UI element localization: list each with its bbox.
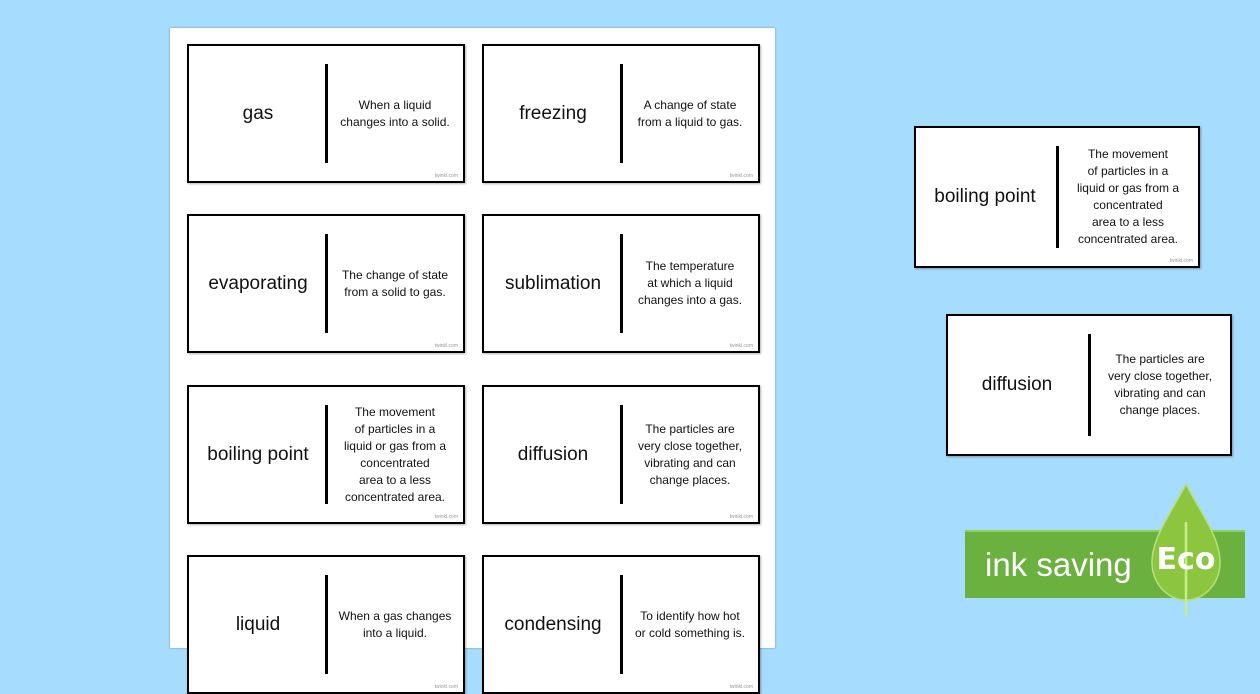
card-term: boiling point bbox=[207, 443, 309, 465]
domino-card bbox=[187, 555, 465, 694]
domino-card bbox=[187, 44, 465, 183]
card-watermark: twinkl.com bbox=[729, 343, 753, 349]
card-term: freezing bbox=[519, 102, 587, 124]
card-watermark: twinkl.com bbox=[434, 684, 458, 690]
domino-card bbox=[187, 214, 465, 353]
card-divider bbox=[325, 575, 328, 674]
card-term: sublimation bbox=[504, 272, 602, 294]
card-divider bbox=[1088, 334, 1091, 436]
card-definition: When a gas changes into a liquid. bbox=[338, 608, 452, 640]
card-term: evaporating bbox=[208, 272, 308, 294]
card-definition: The movement of particles in a liquid or gas from a concentrated area to a less concentrated area. bbox=[1076, 147, 1180, 246]
card-watermark: twinkl.com bbox=[729, 173, 753, 179]
card-watermark: twinkl.com bbox=[729, 514, 753, 520]
domino-card bbox=[482, 44, 760, 183]
card-divider bbox=[1056, 146, 1059, 248]
card-definition: The movement of particles in a liquid or gas from a concentrated area to a less concentrated area. bbox=[343, 404, 447, 504]
card-divider bbox=[620, 64, 623, 163]
card-definition: To identify how hot or cold something is. bbox=[634, 608, 746, 640]
card-term: gas bbox=[242, 102, 274, 124]
eco-label: Eco bbox=[1156, 542, 1216, 577]
loose-domino-card bbox=[946, 314, 1232, 456]
card-definition: The particles are very close together, vibrating and can change places. bbox=[1107, 352, 1213, 417]
card-watermark: twinkl.com bbox=[729, 684, 753, 690]
card-watermark: twinkl.com bbox=[434, 514, 458, 520]
card-definition: A change of state from a liquid to gas. bbox=[637, 97, 743, 129]
card-term: diffusion bbox=[517, 443, 589, 465]
card-definition: The particles are very close together, vibrating and can change places. bbox=[637, 421, 743, 487]
domino-card bbox=[482, 214, 760, 353]
domino-card bbox=[482, 555, 760, 694]
card-term: diffusion bbox=[981, 374, 1053, 395]
card-watermark: twinkl.com bbox=[434, 173, 458, 179]
card-divider bbox=[620, 234, 623, 333]
card-definition: The change of state from a solid to gas. bbox=[341, 267, 449, 299]
domino-card bbox=[187, 385, 465, 524]
loose-domino-card bbox=[914, 126, 1200, 268]
card-term: condensing bbox=[504, 613, 602, 635]
ink-saving-text: ink saving bbox=[985, 546, 1132, 583]
card-definition: When a liquid changes into a solid. bbox=[340, 97, 450, 129]
card-divider bbox=[325, 234, 328, 333]
card-term: liquid bbox=[235, 613, 281, 635]
card-watermark: twinkl.com bbox=[434, 343, 458, 349]
card-divider bbox=[620, 575, 623, 674]
card-divider bbox=[325, 64, 328, 163]
card-watermark: twinkl.com bbox=[1169, 258, 1193, 264]
domino-card bbox=[482, 385, 760, 524]
card-divider bbox=[325, 405, 328, 504]
card-term: boiling point bbox=[934, 186, 1036, 207]
card-divider bbox=[620, 405, 623, 504]
worksheet-page bbox=[170, 28, 775, 690]
card-definition: The temperature at which a liquid changes into a gas. bbox=[637, 259, 743, 307]
